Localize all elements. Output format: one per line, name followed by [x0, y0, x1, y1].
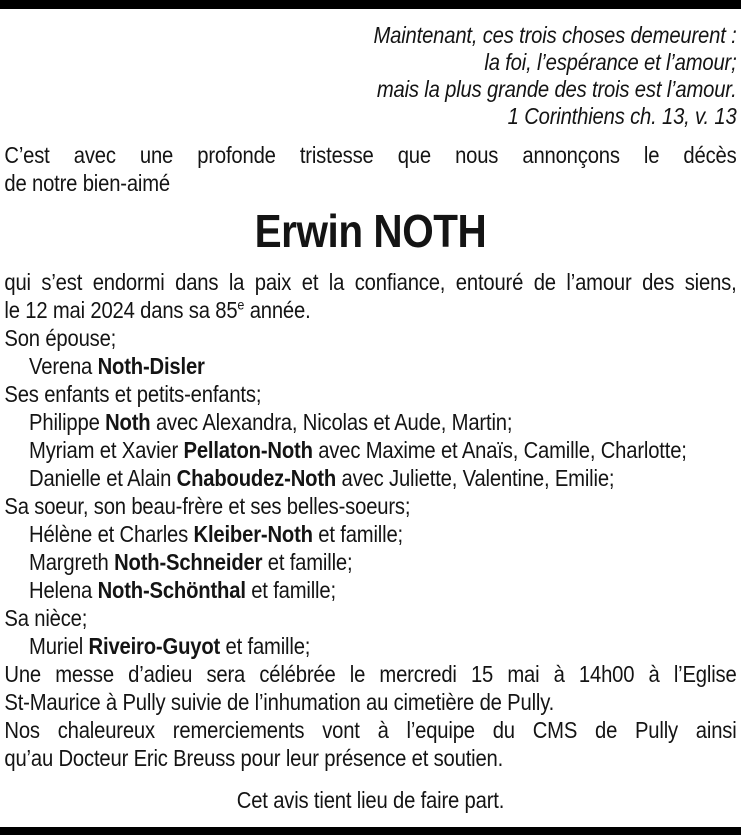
family-member-line: Helena Noth-Schönthal et famille; [29, 577, 336, 603]
passing-line-2: le 12 mai 2024 dans sa 85e année. [4, 297, 311, 323]
family-member-line: Margreth Noth-Schneider et famille; [29, 549, 353, 575]
announcement-line-2: de notre bien-aimé [4, 170, 171, 196]
thanks-line-1: Nos chaleureux remerciements vont à l’equipe du CMS de Pully ainsi [4, 717, 737, 743]
family-member-line: Danielle et Alain Chaboudez-Noth avec Juliette, Valentine, Emilie; [29, 465, 615, 491]
top-border-band [0, 0, 741, 9]
announcement-paragraph [4, 141, 736, 197]
quote-line-1: Maintenant, ces trois choses demeurent : [373, 22, 737, 48]
passing-paragraph [4, 268, 736, 324]
family-member-line: Philippe Noth avec Alexandra, Nicolas et Aude, Martin; [29, 409, 513, 435]
deceased-name: Erwin NOTH [254, 205, 487, 257]
thanks-line-2: qu’au Docteur Eric Breuss pour leur présence et soutien. [4, 745, 504, 771]
ceremony-line-1: Une messe d’adieu sera célébrée le mercredi 15 mai à 14h00 à l’Eglise [4, 661, 737, 687]
family-label-siblings: Sa soeur, son beau-frère et ses belles-soeurs; [4, 493, 411, 519]
family-member-line: Verena Noth-Disler [29, 353, 205, 379]
ceremony-paragraph [4, 660, 736, 716]
quote-line-2: la foi, l’espérance et l’amour; [484, 49, 737, 75]
family-member-line: Hélène et Charles Kleiber-Noth et famille; [29, 521, 403, 547]
scripture-quote [4, 22, 736, 130]
passing-line-1: qui s’est endormi dans la paix et la confiance, entouré de l’amour des siens, [4, 269, 737, 295]
thanks-paragraph [4, 716, 736, 772]
family-label-niece: Sa nièce; [4, 605, 88, 631]
family-member-line: Muriel Riveiro-Guyot et famille; [29, 633, 311, 659]
family-list [4, 324, 736, 660]
announcement-line-1: C’est avec une profonde tristesse que nous annonçons le décès [4, 142, 737, 168]
family-member-line: Myriam et Xavier Pellaton-Noth avec Maxime et Anaïs, Camille, Charlotte; [29, 437, 687, 463]
bottom-border-band [0, 827, 741, 835]
notice-content [0, 9, 741, 814]
family-label-spouse: Son épouse; [4, 325, 117, 351]
ceremony-line-2: St-Maurice à Pully suivie de l’inhumation au cimetière de Pully. [4, 689, 555, 715]
family-label-children: Ses enfants et petits-enfants; [4, 381, 262, 407]
quote-line-3: mais la plus grande des trois est l’amour. [376, 76, 737, 102]
closing-statement: Cet avis tient lieu de faire part. [236, 787, 505, 813]
quote-citation: 1 Corinthiens ch. 13, v. 13 [507, 103, 737, 129]
